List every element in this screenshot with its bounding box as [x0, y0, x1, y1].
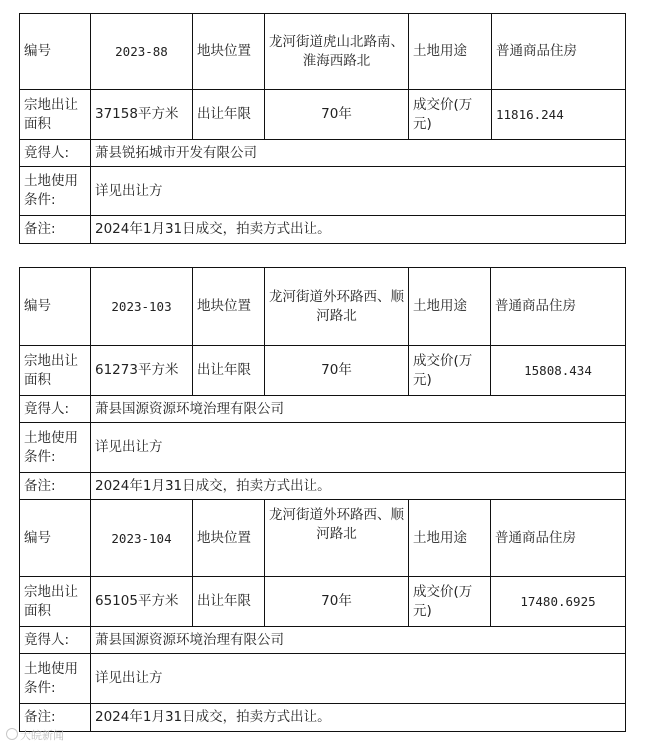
bidder-label: 竟得人: [20, 627, 91, 654]
term-label: 出让年限 [193, 346, 265, 396]
parcel-price: 11816.244 [492, 90, 626, 140]
parcel-area: 61273平方米 [91, 346, 193, 396]
parcel-conditions: 详见出让方 [91, 423, 626, 473]
parcel-usage: 普通商品住房 [491, 268, 626, 346]
conditions-label: 土地使用条件: [20, 654, 91, 704]
code-label: 编号 [20, 268, 91, 346]
price-label: 成交价(万元) [409, 346, 491, 396]
area-label: 宗地出让面积 [20, 90, 91, 140]
table-row [20, 500, 626, 577]
table-row [20, 423, 626, 473]
parcel-term: 70年 [265, 346, 409, 396]
watermark-text: 大皖新闻 [20, 729, 64, 742]
parcel-code: 2023-88 [91, 14, 193, 90]
parcel-remark: 2024年1月31日成交，拍卖方式出让。 [91, 216, 626, 244]
remark-label: 备注: [20, 704, 91, 732]
code-label: 编号 [20, 500, 91, 577]
table-row [20, 167, 626, 216]
area-label: 宗地出让面积 [20, 346, 91, 396]
location-label: 地块位置 [193, 268, 265, 346]
table-row [20, 14, 626, 90]
bidder-label: 竟得人: [20, 140, 91, 167]
table-row [20, 627, 626, 654]
table-row [20, 654, 626, 704]
term-label: 出让年限 [193, 90, 265, 140]
parcel-price: 17480.6925 [491, 577, 626, 627]
table-row [20, 577, 626, 627]
conditions-label: 土地使用条件: [20, 423, 91, 473]
table-row [20, 216, 626, 244]
parcel-price: 15808.434 [491, 346, 626, 396]
parcel-usage: 普通商品住房 [491, 500, 626, 577]
parcel-conditions: 详见出让方 [91, 654, 626, 704]
parcel-usage: 普通商品住房 [492, 14, 626, 90]
table-row [20, 90, 626, 140]
parcel-conditions: 详见出让方 [91, 167, 626, 216]
table-row [20, 140, 626, 167]
price-label: 成交价(万元) [409, 577, 491, 627]
parcel-code: 2023-103 [91, 268, 193, 346]
watermark-logo-icon [6, 728, 18, 740]
code-label: 编号 [20, 14, 91, 90]
price-label: 成交价(万元) [409, 90, 492, 140]
parcel-term: 70年 [265, 90, 409, 140]
parcel-code: 2023-104 [91, 500, 193, 577]
term-label: 出让年限 [193, 577, 265, 627]
parcel-bidder: 萧县锐拓城市开发有限公司 [91, 140, 626, 167]
parcel-area: 65105平方米 [91, 577, 193, 627]
parcel-remark: 2024年1月31日成交，拍卖方式出让。 [91, 704, 626, 732]
parcel-location: 龙河街道虎山北路南、淮海西路北 [265, 14, 409, 90]
parcel-location: 龙河街道外环路西、顺河路北 [265, 500, 409, 577]
location-label: 地块位置 [193, 14, 265, 90]
table-row [20, 346, 626, 396]
land-sale-table-1 [19, 13, 626, 244]
table-row [20, 268, 626, 346]
remark-label: 备注: [20, 216, 91, 244]
usage-label: 土地用途 [409, 500, 491, 577]
parcel-bidder: 萧县国源资源环境治理有限公司 [91, 396, 626, 423]
parcel-term: 70年 [265, 577, 409, 627]
remark-label: 备注: [20, 473, 91, 500]
area-label: 宗地出让面积 [20, 577, 91, 627]
parcel-bidder: 萧县国源资源环境治理有限公司 [91, 627, 626, 654]
parcel-area: 37158平方米 [91, 90, 193, 140]
bidder-label: 竟得人: [20, 396, 91, 423]
usage-label: 土地用途 [409, 14, 492, 90]
location-label: 地块位置 [193, 500, 265, 577]
table-row [20, 396, 626, 423]
conditions-label: 土地使用条件: [20, 167, 91, 216]
watermark [6, 727, 64, 743]
land-sale-table-2-body [19, 267, 626, 732]
table-row [20, 473, 626, 500]
parcel-location: 龙河街道外环路西、顺河路北 [265, 268, 409, 346]
usage-label: 土地用途 [409, 268, 491, 346]
parcel-remark: 2024年1月31日成交，拍卖方式出让。 [91, 473, 626, 500]
table-row [20, 704, 626, 732]
